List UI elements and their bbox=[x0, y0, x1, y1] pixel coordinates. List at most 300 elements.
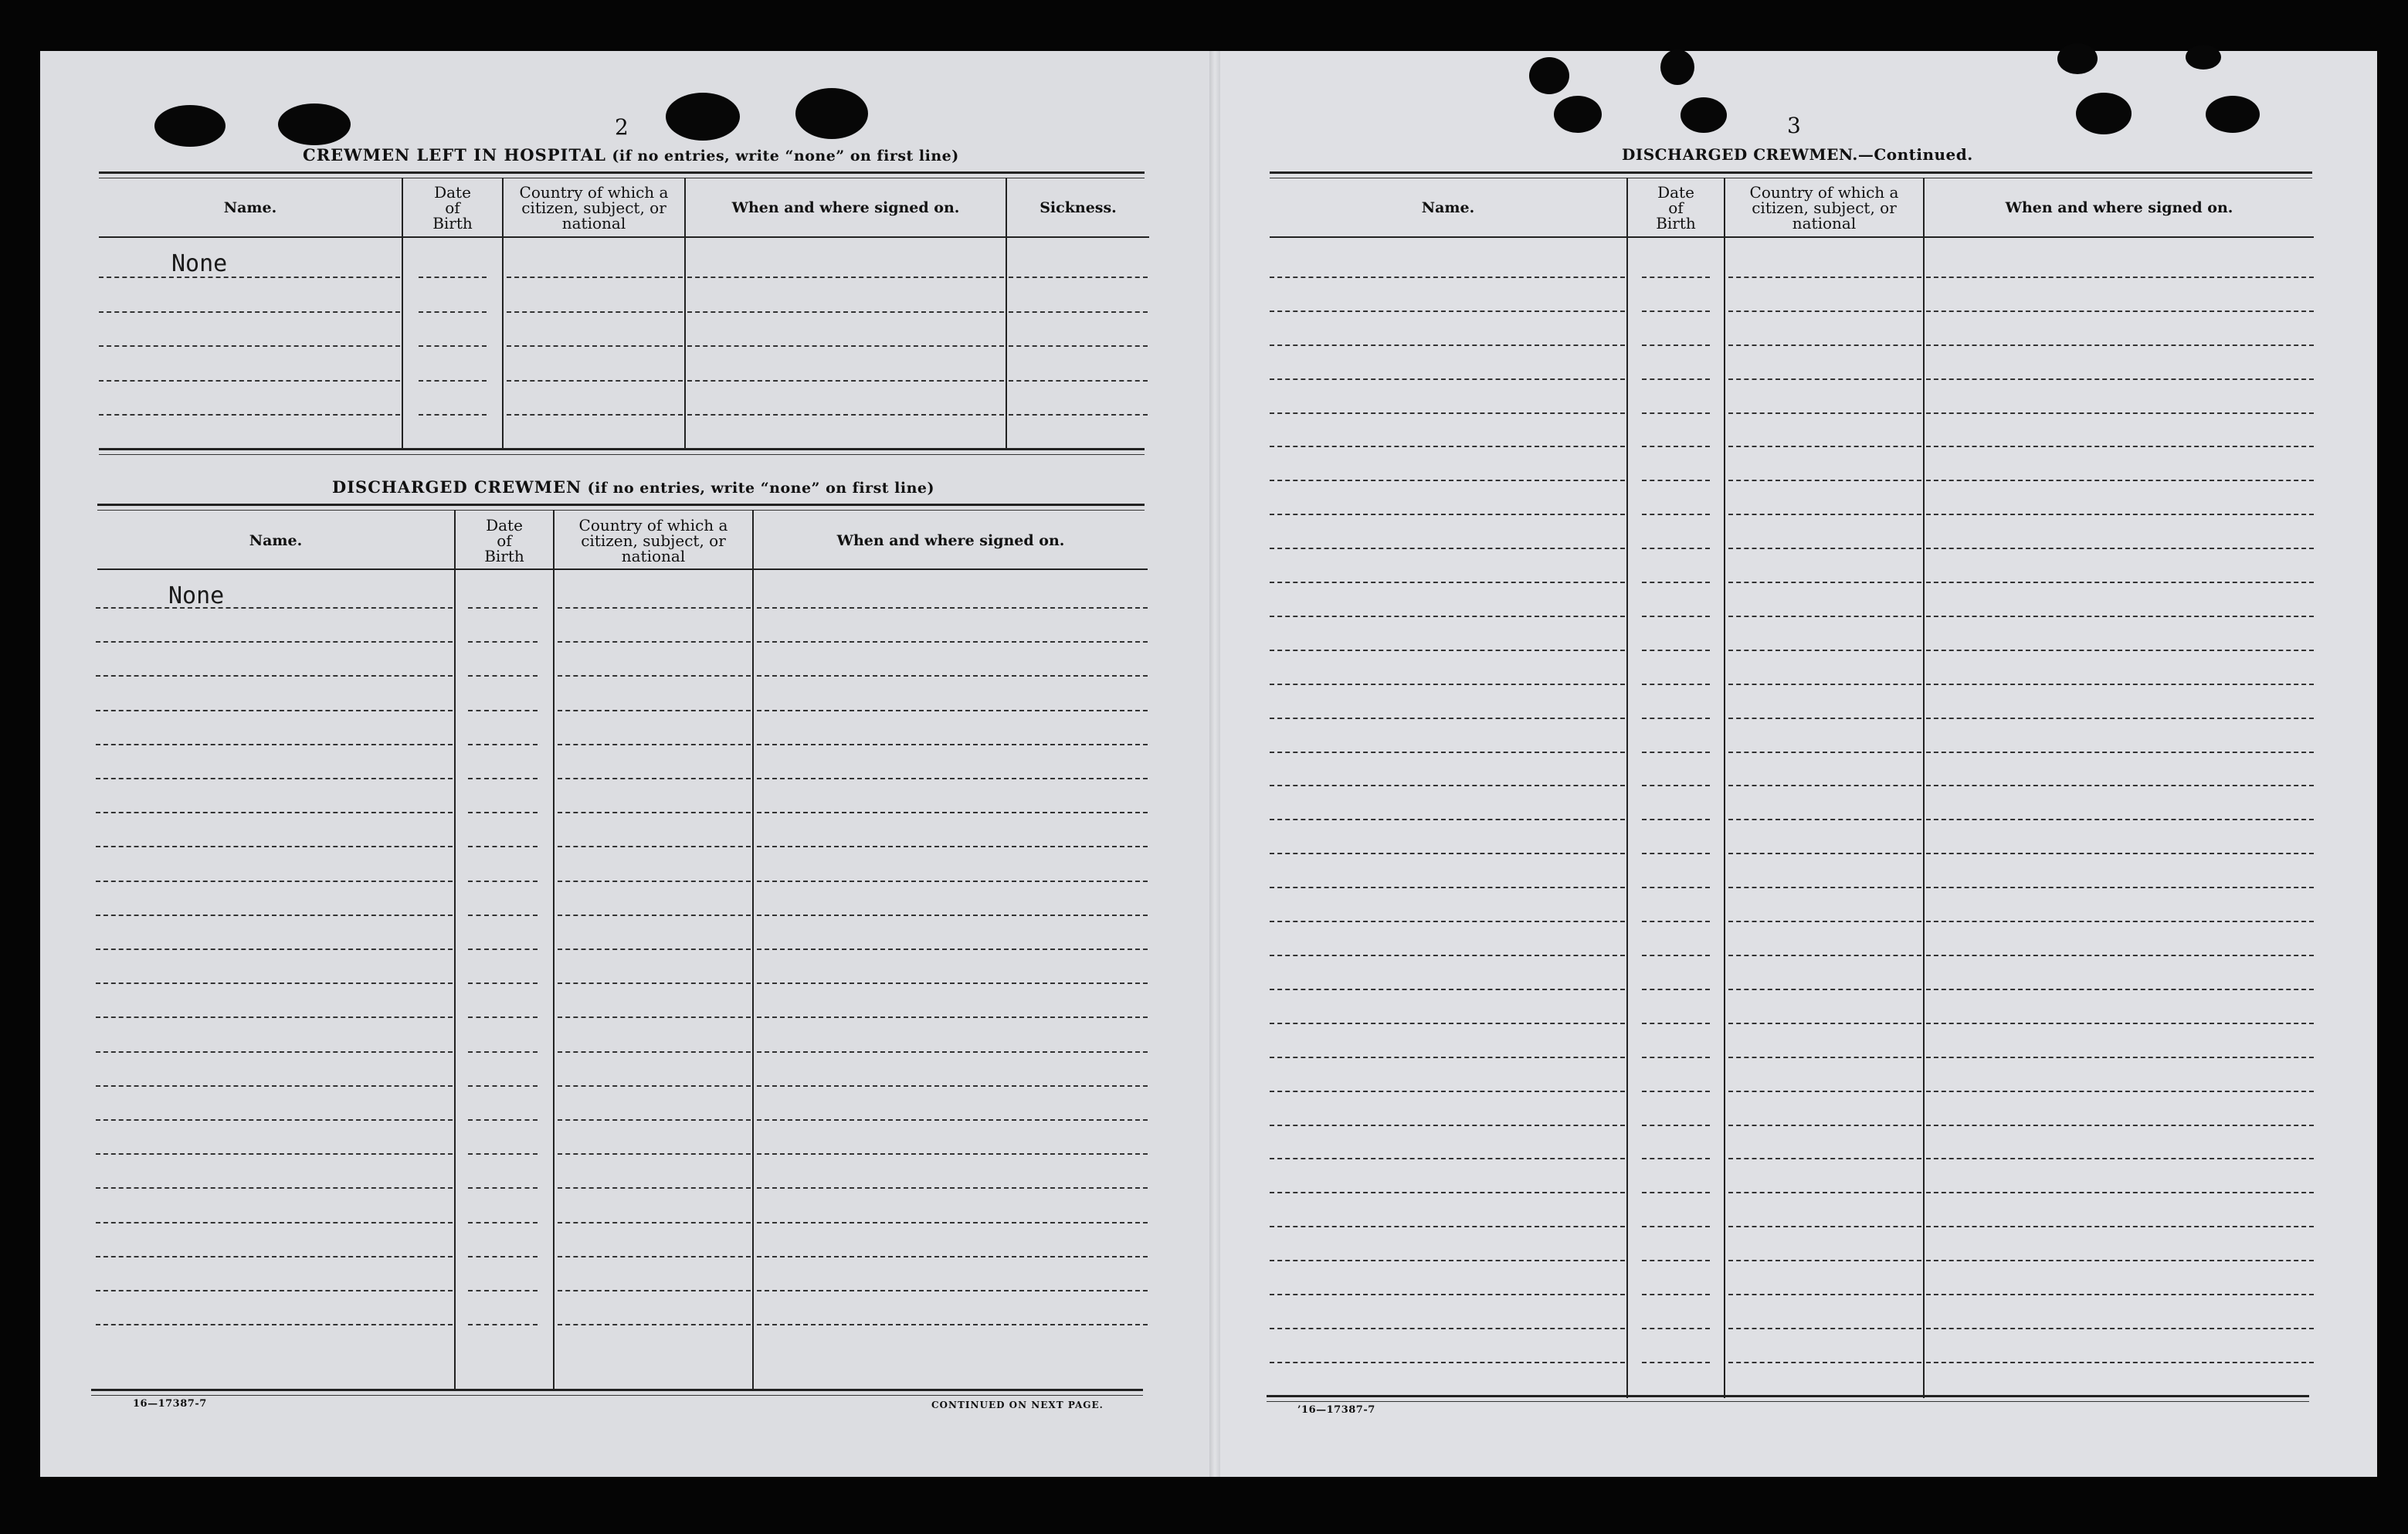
ruled-line bbox=[1728, 1023, 1921, 1024]
ruled-line bbox=[1270, 514, 1625, 515]
ruled-line bbox=[1728, 616, 1921, 617]
ruled-line bbox=[1270, 1328, 1625, 1329]
ruled-line bbox=[1926, 650, 2314, 651]
ruled-line bbox=[1728, 1328, 1921, 1329]
ruled-line bbox=[1926, 1260, 2314, 1261]
discharged-col-divider bbox=[553, 510, 555, 1390]
punch-hole bbox=[1660, 49, 1694, 85]
discharged-top-rule bbox=[97, 504, 1145, 511]
ruled-line bbox=[1926, 684, 2314, 685]
ruled-line bbox=[1926, 989, 2314, 990]
ruled-line bbox=[1926, 955, 2314, 956]
right-col-divider bbox=[1724, 178, 1725, 1398]
ruled-line bbox=[96, 1085, 453, 1087]
ruled-line bbox=[1926, 752, 2314, 753]
ruled-line bbox=[1270, 616, 1625, 617]
hospital-bottom-rule bbox=[99, 448, 1145, 455]
page-gutter bbox=[1209, 51, 1220, 1477]
right-col-name: Name. bbox=[1421, 199, 1475, 216]
ruled-line bbox=[1926, 311, 2314, 312]
ruled-line bbox=[96, 1119, 453, 1121]
ruled-line bbox=[1642, 1192, 1710, 1193]
ruled-line bbox=[558, 1016, 751, 1018]
hospital-country-line: Country of which a bbox=[519, 183, 669, 202]
ruled-line bbox=[96, 710, 453, 711]
ruled-line bbox=[1642, 921, 1710, 922]
ruled-line bbox=[757, 1290, 1148, 1291]
ruled-line bbox=[99, 345, 400, 347]
ruled-line bbox=[468, 675, 538, 677]
ruled-line bbox=[1642, 955, 1710, 956]
ruled-line bbox=[1728, 853, 1921, 854]
ruled-line bbox=[1728, 548, 1921, 549]
punch-hole bbox=[2057, 43, 2098, 74]
ruled-line bbox=[99, 277, 400, 278]
ruled-line bbox=[757, 1085, 1148, 1087]
ruled-line bbox=[1270, 1294, 1625, 1295]
ruled-line bbox=[419, 277, 487, 278]
ruled-line bbox=[1270, 684, 1625, 685]
ruled-line bbox=[1270, 1125, 1625, 1126]
ruled-line bbox=[1926, 1294, 2314, 1295]
ruled-line bbox=[1642, 446, 1710, 447]
ruled-line bbox=[1926, 819, 2314, 820]
ruled-line bbox=[757, 744, 1148, 745]
ruled-line bbox=[1926, 277, 2314, 278]
ruled-line bbox=[1728, 1125, 1921, 1126]
ruled-line bbox=[1642, 1158, 1710, 1159]
ruled-line bbox=[1642, 785, 1710, 786]
ruled-line bbox=[1270, 921, 1625, 922]
ruled-line bbox=[1642, 1328, 1710, 1329]
punch-hole bbox=[1529, 57, 1569, 94]
ruled-line bbox=[757, 1324, 1148, 1325]
ruled-line bbox=[1642, 344, 1710, 346]
ruled-line bbox=[1926, 1023, 2314, 1024]
ruled-line bbox=[558, 607, 751, 609]
ruled-line bbox=[1926, 1091, 2314, 1092]
ruled-line bbox=[419, 311, 487, 313]
ruled-line bbox=[1270, 412, 1625, 414]
ruled-line bbox=[96, 641, 453, 643]
ruled-line bbox=[757, 607, 1148, 609]
ruled-line bbox=[507, 414, 683, 416]
ruled-line bbox=[1926, 1328, 2314, 1329]
ruled-line bbox=[468, 778, 538, 779]
page-number: 3 bbox=[1787, 113, 1801, 138]
ruled-line bbox=[1728, 480, 1921, 481]
ruled-line bbox=[1009, 277, 1148, 278]
ruled-line bbox=[507, 380, 683, 382]
ruled-line bbox=[96, 1222, 453, 1223]
ruled-line bbox=[1728, 378, 1921, 380]
ruled-line bbox=[96, 812, 453, 813]
ruled-line bbox=[1270, 1091, 1625, 1092]
ruled-line bbox=[757, 641, 1148, 643]
ruled-line bbox=[757, 983, 1148, 984]
ruled-line bbox=[419, 345, 487, 347]
hospital-col-country bbox=[504, 179, 684, 236]
ruled-line bbox=[558, 983, 751, 984]
discharged-col-country bbox=[555, 513, 752, 568]
ruled-line bbox=[757, 1187, 1148, 1189]
ruled-line bbox=[1642, 718, 1710, 719]
ruled-line bbox=[1642, 412, 1710, 414]
ruled-line bbox=[687, 311, 1004, 313]
ruled-line bbox=[468, 881, 538, 882]
ruled-line bbox=[1270, 752, 1625, 753]
right-country-line: Country of which a bbox=[1749, 183, 1899, 202]
ruled-line bbox=[507, 277, 683, 278]
ruled-line bbox=[1926, 921, 2314, 922]
discharged-header-rule bbox=[97, 568, 1148, 570]
ruled-line bbox=[1270, 548, 1625, 549]
ruled-line bbox=[1926, 480, 2314, 481]
ruled-line bbox=[1728, 650, 1921, 651]
ruled-line bbox=[1926, 718, 2314, 719]
discharged-col-divider bbox=[752, 510, 754, 1390]
ruled-line bbox=[558, 1119, 751, 1121]
ruled-line bbox=[1642, 650, 1710, 651]
ruled-line bbox=[1728, 1260, 1921, 1261]
ruled-line bbox=[468, 744, 538, 745]
discharged-entry: None bbox=[168, 582, 225, 609]
ruled-line bbox=[1642, 1057, 1710, 1058]
ruled-line bbox=[1642, 1125, 1710, 1126]
ruled-line bbox=[468, 607, 538, 609]
ruled-line bbox=[1926, 378, 2314, 380]
hospital-dob-line: Birth bbox=[432, 214, 473, 232]
ruled-line bbox=[99, 414, 400, 416]
ruled-line bbox=[1728, 1057, 1921, 1058]
ruled-line bbox=[1642, 514, 1710, 515]
ruled-line bbox=[558, 1153, 751, 1155]
ruled-line bbox=[1270, 378, 1625, 380]
ruled-line bbox=[1728, 514, 1921, 515]
page-number: 2 bbox=[615, 114, 629, 140]
ruled-line bbox=[96, 1016, 453, 1018]
ruled-line bbox=[96, 949, 453, 950]
discharged-country-line: Country of which a bbox=[578, 516, 728, 535]
ruled-line bbox=[1926, 616, 2314, 617]
right-col-dob bbox=[1628, 179, 1724, 236]
ruled-line bbox=[468, 812, 538, 813]
ruled-line bbox=[1728, 277, 1921, 278]
ruled-line bbox=[757, 1256, 1148, 1257]
ruled-line bbox=[558, 1187, 751, 1189]
ruled-line bbox=[757, 812, 1148, 813]
ruled-line bbox=[757, 915, 1148, 916]
ruled-line bbox=[507, 345, 683, 347]
ruled-line bbox=[1270, 277, 1625, 278]
ruled-line bbox=[468, 846, 538, 847]
right-col-divider bbox=[1923, 178, 1925, 1398]
ruled-line bbox=[1926, 344, 2314, 346]
right-col-country bbox=[1725, 179, 1923, 236]
ruled-line bbox=[96, 915, 453, 916]
ruled-line bbox=[96, 675, 453, 677]
hospital-col-sickness: Sickness. bbox=[1040, 199, 1117, 216]
right-country-line: citizen, subject, or bbox=[1752, 199, 1897, 217]
ruled-line bbox=[757, 881, 1148, 882]
ruled-line bbox=[1728, 344, 1921, 346]
ruled-line bbox=[1270, 650, 1625, 651]
ruled-line bbox=[1642, 853, 1710, 854]
right-col-divider bbox=[1626, 178, 1628, 1398]
discharged-col-divider bbox=[454, 510, 456, 1390]
ruled-line bbox=[1728, 752, 1921, 753]
ruled-line bbox=[1009, 345, 1148, 347]
hospital-col-name: Name. bbox=[223, 199, 277, 216]
ruled-line bbox=[468, 1256, 538, 1257]
ruled-line bbox=[468, 1016, 538, 1018]
right-top-rule bbox=[1270, 171, 2312, 178]
ruled-line bbox=[1926, 412, 2314, 414]
ruled-line bbox=[558, 812, 751, 813]
ruled-line bbox=[1728, 1091, 1921, 1092]
ruled-line bbox=[1728, 582, 1921, 583]
ruled-line bbox=[1728, 989, 1921, 990]
right-col-signed: When and where signed on. bbox=[2005, 199, 2233, 216]
ruled-line bbox=[1926, 887, 2314, 888]
ruled-line bbox=[96, 1256, 453, 1257]
ruled-line bbox=[1728, 921, 1921, 922]
ruled-line bbox=[1270, 718, 1625, 719]
ruled-line bbox=[1270, 1260, 1625, 1261]
ruled-line bbox=[1270, 582, 1625, 583]
ruled-line bbox=[1009, 380, 1148, 382]
discharged-title-main: DISCHARGED CREWMEN bbox=[332, 477, 582, 497]
ruled-line bbox=[1926, 548, 2314, 549]
discharged-country-line: national bbox=[621, 547, 686, 565]
ruled-line bbox=[468, 1085, 538, 1087]
discharged-dob-line: Birth bbox=[484, 547, 524, 565]
punch-hole bbox=[2186, 45, 2221, 70]
ruled-line bbox=[1270, 1226, 1625, 1227]
punch-hole bbox=[2076, 93, 2132, 134]
discharged-col-signed: When and where signed on. bbox=[836, 532, 1065, 549]
ruled-line bbox=[757, 846, 1148, 847]
hospital-country-line: national bbox=[561, 214, 626, 232]
hospital-col-dob bbox=[403, 179, 502, 236]
hospital-header-rule bbox=[99, 236, 1149, 238]
ruled-line bbox=[687, 380, 1004, 382]
ruled-line bbox=[1926, 582, 2314, 583]
ruled-line bbox=[757, 675, 1148, 677]
ruled-line bbox=[96, 846, 453, 847]
ruled-line bbox=[1270, 344, 1625, 346]
ruled-line bbox=[1642, 1226, 1710, 1227]
ruled-line bbox=[1642, 616, 1710, 617]
ruled-line bbox=[1270, 853, 1625, 854]
punch-hole bbox=[666, 93, 740, 141]
ruled-line bbox=[558, 1222, 751, 1223]
ruled-line bbox=[99, 380, 400, 382]
ruled-line bbox=[1728, 819, 1921, 820]
ruled-line bbox=[1728, 412, 1921, 414]
right-dob-line: of bbox=[1668, 199, 1684, 217]
hospital-col-signed: When and where signed on. bbox=[731, 199, 960, 216]
discharged-col-name: Name. bbox=[249, 532, 303, 549]
ruled-line bbox=[757, 1051, 1148, 1053]
hospital-dob-line: of bbox=[445, 199, 460, 217]
ruled-line bbox=[1728, 1294, 1921, 1295]
ruled-line bbox=[757, 778, 1148, 779]
ruled-line bbox=[1642, 582, 1710, 583]
continued-section-title: DISCHARGED CREWMEN.—Continued. bbox=[1622, 145, 1973, 164]
ruled-line bbox=[558, 1085, 751, 1087]
ruled-line bbox=[1642, 1260, 1710, 1261]
punch-hole bbox=[795, 88, 868, 139]
ruled-line bbox=[96, 607, 453, 609]
ruled-line bbox=[507, 311, 683, 313]
ruled-line bbox=[1728, 684, 1921, 685]
ruled-line bbox=[1270, 1057, 1625, 1058]
ruled-line bbox=[1642, 480, 1710, 481]
ruled-line bbox=[687, 414, 1004, 416]
ruled-line bbox=[1728, 887, 1921, 888]
ruled-line bbox=[1728, 1362, 1921, 1363]
ruled-line bbox=[757, 1153, 1148, 1155]
ruled-line bbox=[558, 778, 751, 779]
ruled-line bbox=[1926, 1192, 2314, 1193]
ruled-line bbox=[687, 345, 1004, 347]
ruled-line bbox=[419, 414, 487, 416]
ruled-line bbox=[468, 710, 538, 711]
ruled-line bbox=[96, 1290, 453, 1291]
ruled-line bbox=[1926, 1226, 2314, 1227]
ruled-line bbox=[1642, 989, 1710, 990]
right-bottom-rule bbox=[1267, 1395, 2309, 1402]
ruled-line bbox=[558, 744, 751, 745]
ruled-line bbox=[468, 1119, 538, 1121]
hospital-entry: None bbox=[171, 250, 228, 277]
ruled-line bbox=[558, 1256, 751, 1257]
ruled-line bbox=[1642, 684, 1710, 685]
ruled-line bbox=[96, 1187, 453, 1189]
ruled-line bbox=[558, 1324, 751, 1325]
ruled-line bbox=[1642, 548, 1710, 549]
ruled-line bbox=[468, 1222, 538, 1223]
right-page bbox=[1214, 51, 2377, 1477]
ruled-line bbox=[1642, 887, 1710, 888]
ruled-line bbox=[1926, 1125, 2314, 1126]
ruled-line bbox=[558, 1290, 751, 1291]
ruled-line bbox=[1728, 1226, 1921, 1227]
ruled-line bbox=[96, 881, 453, 882]
form-number: 16—17387-7 bbox=[133, 1398, 207, 1410]
ruled-line bbox=[757, 949, 1148, 950]
punch-hole bbox=[154, 105, 226, 147]
discharged-col-dob bbox=[456, 513, 553, 568]
ruled-line bbox=[468, 1290, 538, 1291]
ruled-line bbox=[1926, 514, 2314, 515]
punch-hole bbox=[1681, 97, 1727, 133]
hospital-title-note: (if no entries, write “none” on first line) bbox=[612, 148, 959, 165]
ruled-line bbox=[96, 778, 453, 779]
ruled-line bbox=[1642, 1362, 1710, 1363]
hospital-top-rule bbox=[99, 171, 1145, 178]
ruled-line bbox=[1270, 989, 1625, 990]
right-country-line: national bbox=[1792, 214, 1857, 232]
ruled-line bbox=[1926, 446, 2314, 447]
ruled-line bbox=[1270, 1158, 1625, 1159]
ruled-line bbox=[1642, 1023, 1710, 1024]
ruled-line bbox=[757, 710, 1148, 711]
ruled-line bbox=[468, 1153, 538, 1155]
ruled-line bbox=[419, 380, 487, 382]
ruled-line bbox=[1009, 414, 1148, 416]
ruled-line bbox=[1728, 446, 1921, 447]
ruled-line bbox=[1270, 887, 1625, 888]
ruled-line bbox=[558, 1051, 751, 1053]
ruled-line bbox=[468, 1324, 538, 1325]
ruled-line bbox=[96, 983, 453, 984]
ruled-line bbox=[1009, 311, 1148, 313]
ruled-line bbox=[757, 1016, 1148, 1018]
ruled-line bbox=[1728, 785, 1921, 786]
ruled-line bbox=[1642, 819, 1710, 820]
ruled-line bbox=[1270, 1362, 1625, 1363]
punch-hole bbox=[1554, 96, 1602, 133]
ruled-line bbox=[96, 744, 453, 745]
ruled-line bbox=[687, 277, 1004, 278]
ruled-line bbox=[1270, 311, 1625, 312]
ruled-line bbox=[1728, 1158, 1921, 1159]
discharged-dob-line: Date bbox=[486, 516, 523, 535]
ruled-line bbox=[1642, 752, 1710, 753]
ruled-line bbox=[1270, 819, 1625, 820]
ruled-line bbox=[1270, 955, 1625, 956]
ruled-line bbox=[96, 1153, 453, 1155]
ruled-line bbox=[1728, 311, 1921, 312]
ruled-line bbox=[1728, 718, 1921, 719]
ruled-line bbox=[1270, 1192, 1625, 1193]
ruled-line bbox=[558, 710, 751, 711]
hospital-section-title bbox=[303, 145, 959, 165]
ruled-line bbox=[1642, 1091, 1710, 1092]
ruled-line bbox=[558, 641, 751, 643]
discharged-country-line: citizen, subject, or bbox=[581, 531, 726, 550]
punch-hole bbox=[2206, 96, 2260, 133]
ruled-line bbox=[468, 949, 538, 950]
hospital-title-main: CREWMEN LEFT IN HOSPITAL bbox=[303, 145, 606, 165]
ruled-line bbox=[96, 1051, 453, 1053]
ruled-line bbox=[468, 983, 538, 984]
ruled-line bbox=[1642, 277, 1710, 278]
ruled-line bbox=[558, 949, 751, 950]
ruled-line bbox=[1728, 955, 1921, 956]
ruled-line bbox=[468, 915, 538, 916]
ruled-line bbox=[468, 1187, 538, 1189]
ruled-line bbox=[558, 915, 751, 916]
ruled-line bbox=[1728, 1192, 1921, 1193]
discharged-section-title bbox=[332, 477, 934, 497]
ruled-line bbox=[1270, 480, 1625, 481]
right-dob-line: Date bbox=[1657, 183, 1694, 202]
ruled-line bbox=[1270, 446, 1625, 447]
ruled-line bbox=[558, 846, 751, 847]
right-dob-line: Birth bbox=[1656, 214, 1696, 232]
ruled-line bbox=[558, 881, 751, 882]
discharged-title-note: (if no entries, write “none” on first line) bbox=[587, 480, 935, 497]
ruled-line bbox=[468, 641, 538, 643]
ruled-line bbox=[558, 675, 751, 677]
form-number: ’16—17387-7 bbox=[1297, 1404, 1375, 1416]
punch-hole bbox=[278, 104, 351, 145]
ruled-line bbox=[757, 1119, 1148, 1121]
hospital-country-line: citizen, subject, or bbox=[521, 199, 666, 217]
